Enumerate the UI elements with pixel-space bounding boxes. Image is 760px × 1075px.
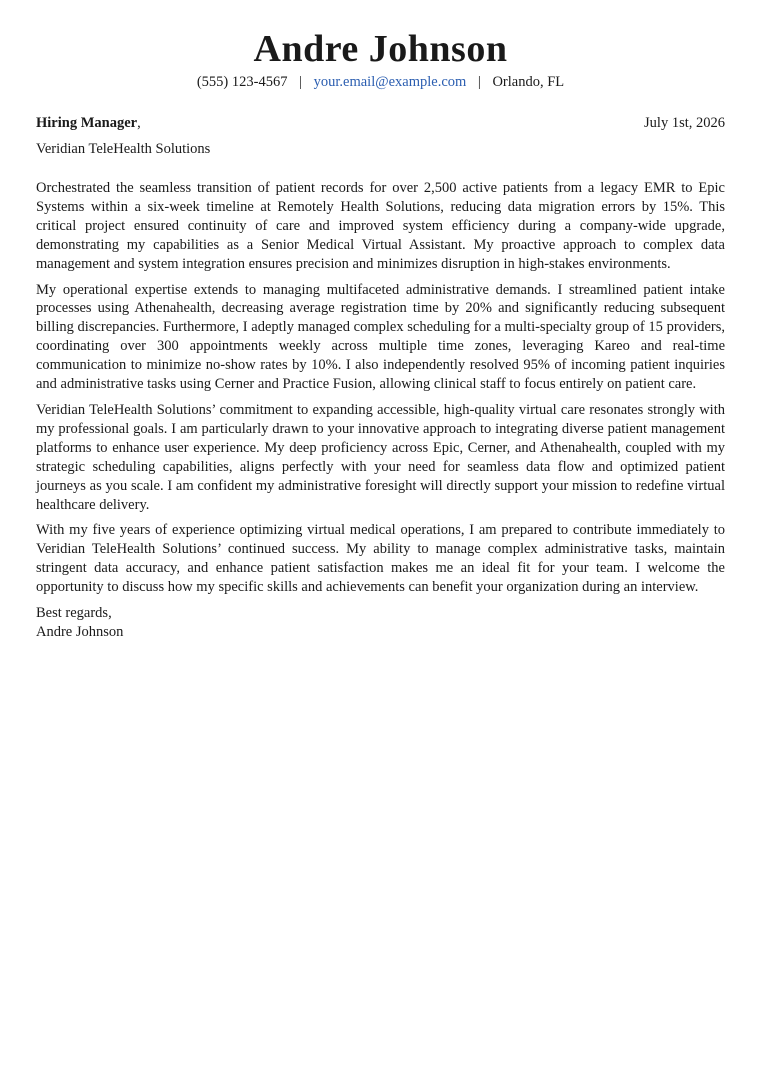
email-link[interactable]: your.email@example.com (313, 74, 467, 90)
closing-block (36, 604, 725, 642)
recipient-name: Hiring Manager (36, 115, 138, 131)
body-paragraph: Veridian TeleHealth Solutions’ commitment to expanding accessible, high-quality virtual care resonates strongly with my professional goals. I am particularly drawn to your innovative approach to integrating diverse patient management platforms to enhance user experience. My deep proficiency across Epic, Cerner, and Athenahealth, coupled with my strategic scheduling capabilities, aligns perfectly with your need for seamless data flow and optimized patient journeys as you scale. I am confident my administrative foresight will directly support your mission to redefine virtual healthcare delivery. (36, 401, 725, 513)
body-paragraph: Orchestrated the seamless transition of patient records for over 2,500 active patients from a legacy EMR to Epic Systems within a six-week timeline at Remotely Health Solutions, reducing data migration errors by 15%. This critical project ensured continuity of care and improved system efficiency during a company-wide upgrade, demonstrating my capabilities as a Senior Medical Virtual Assistant. My proactive approach to complex data management and system integration ensures precision and minimizes disruption in high-stakes environments. (36, 180, 725, 272)
contact-line (36, 72, 725, 92)
separator: | (299, 74, 302, 90)
applicant-name: Andre Johnson (253, 28, 508, 70)
body-paragraph: With my five years of experience optimizing virtual medical operations, I am prepared to contribute immediately to Veridian TeleHealth Solutions’ continued success. My ability to manage complex administrative tasks, maintain stringent data accuracy, and enhance patient satisfaction makes me an ideal fit for your team. I welcome the opportunity to discuss how my specific skills and achievements can benefit your organization during an interview. (36, 522, 725, 596)
recipient-comma: , (137, 115, 141, 131)
location: Orlando, FL (492, 74, 565, 90)
letter-body (36, 179, 725, 642)
phone-number: (555) 123-4567 (196, 74, 288, 90)
signature: Andre Johnson (36, 623, 124, 640)
company-name: Veridian TeleHealth Solutions (36, 141, 211, 157)
closing: Best regards, (36, 605, 112, 622)
recipient (36, 113, 141, 133)
body-paragraph: My operational expertise extends to managing multifaceted administrative demands. I streamlined patient intake processes using Athenahealth, decreasing average registration time by 20% and significantly reducing subsequent billing discrepancies. Furthermore, I adeptly managed complex scheduling for a multi-specialty group of 15 providers, coordinating over 300 appointments weekly across multiple time zones, leveraging Kareo and real-time communication to minimize no-show rates by 10%. I also independently resolved 95% of incoming patient inquiries and administrative tasks using Cerner and Practice Fusion, allowing clinical staff to focus entirely on patient care. (36, 281, 725, 393)
separator: | (477, 74, 481, 90)
letter-date: July 1st, 2026 (644, 115, 725, 131)
